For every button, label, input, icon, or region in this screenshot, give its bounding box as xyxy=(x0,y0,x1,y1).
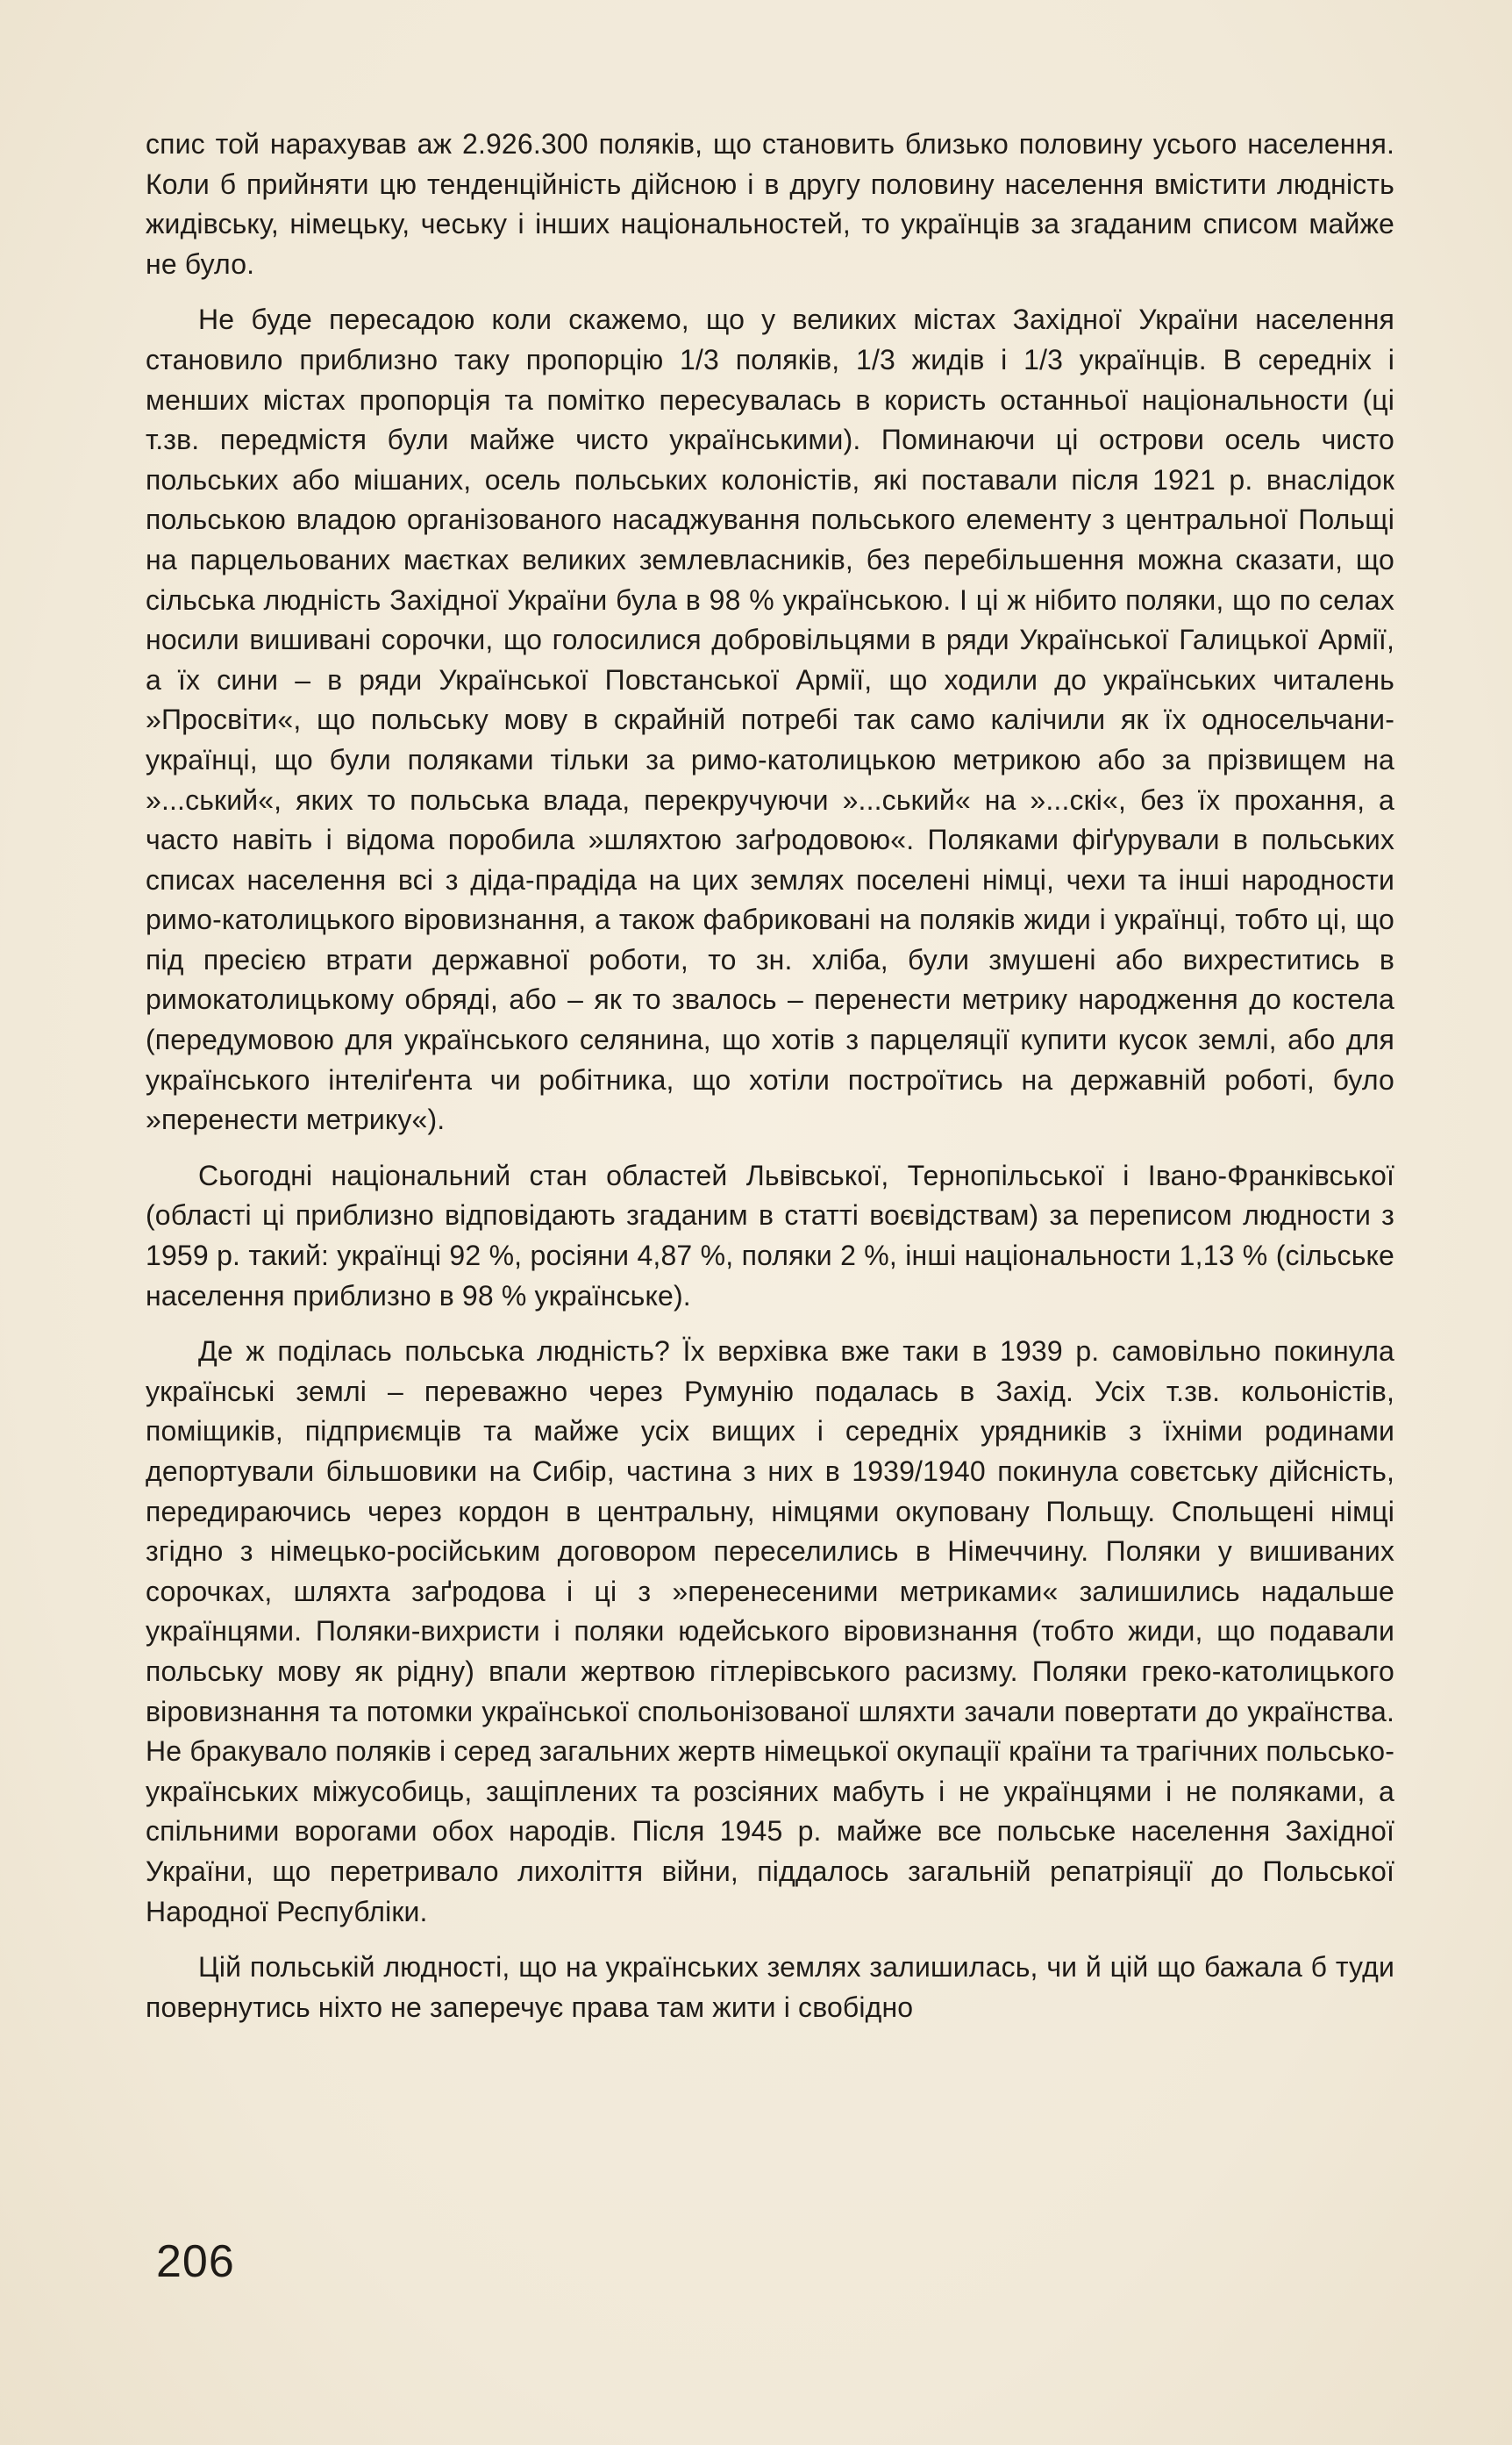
paragraph-2: Не буде пересадою коли скажемо, що у великих містах Західної України населення становило приблизно таку пропорцію 1/3 поляків, 1/3 жидів і 1/3 українців. В середніх і менших містах пропорція та помітко пересувалась в користь останньої національности (ці т.зв. передмістя були майже чисто українськими). Поминаючи ці острови осель чисто польських або мішаних, осель польських колоністів, які поставали після 1921 р. внаслідок польською владою організованого насаджування польського елементу з центральної Польщі на парцельованих маєтках великих землевласників, без перебільшення можна сказати, що сільська людність Західної України була в 98 % українською. І ці ж нібито поляки, що по селах носили вишивані сорочки, що голосилися добровільцями в ряди Української Галицької Армії, а їх сини – в ряди Української Повстанської Армії, що ходили до українських читалень »Просвіти«, що польську мову в скрайній потребі так само калічили як їх односельчани-українці, що були поляками тільки за римо-католицькою метрикою або за прізвищем на »...ський«, яких то польська влада, перекручуючи »...ський« на »...скі«, без їх прохання, а часто навіть і відома поробила »шляхтою заґродовою«. Поляками фіґурували в польських списах населення всі з діда-прадіда на цих землях поселені німці, чехи та інші народности римо-католицького віровизнання, а також фабриковані на поляків жиди і українці, тобто ці, що під пресією втрати державної роботи, то зн. хліба, були змушені або вихреститись в римокатолицькому обряді, або – як то звалось – перенести метрику народження до костела (передумовою для українського селянина, що хотів з парцеляції купити кусок землі, або для українського інтеліґента чи робітника, що хотіли построїтись на державній роботі, було »перенести метрику«). xyxy=(146,304,1394,1136)
paragraph-4: Де ж поділась польська людність? Їх верхівка вже таки в 1939 р. самовільно покинула українські землі – переважно через Румунію подалась в Захід. Усіх т.зв. кольоністів, поміщиків, підприємців та майже усіх вищих і середніх урядників з їхніми родинами депортували більшовики на Сибір, частина з них в 1939/1940 покинула совєтську дійсність, передираючись через кордон в центральну, німцями окуповану Польщу. Спольщені німці згідно з німецько-російським договором переселились в Німеччину. Поляки у вишиваних сорочках, шляхта заґродова і ці з »перенесеними метриками« залишились надальше українцями. Поляки-вихристи і поляки юдейського віровизнання (тобто жиди, що подавали польську мову як рідну) впали жертвою гітлерівського расизму. Поляки греко-католицького віровизнання та потомки української спольонізованої шляхти зачали повертати до українства. Не бракувало поляків і серед загальних жертв німецької окупації країни та трагічних польсько-українських міжусобиць, защіплених та розсіяних мабуть і не українцями і не поляками, а спільними ворогами обох народів. Після 1945 р. майже все польське населення Західної України, що перетривало лихоліття війни, піддалось загальній репатріяції до Польської Народної Республіки. xyxy=(146,1335,1394,1927)
paragraph-3: Сьогодні національний стан областей Львівської, Тернопільської і Івано-Франківської (області ці приблизно відповідають згаданим в статті воєвідствам) за переписом людности з 1959 р. такий: українці 92 %, росіяни 4,87 %, поляки 2 %, інші національности 1,13 % (сільське населення приблизно в 98 % українське). xyxy=(146,1159,1394,1312)
body-text xyxy=(146,125,1394,2043)
paragraph-5: Цій польській людності, що на українських землях залишилась, чи й цій що бажала б туди повернутись ніхто не заперечує права там жити і свобідно xyxy=(146,1951,1394,2023)
page-number: 206 xyxy=(156,2236,235,2287)
paragraph-1: спис той нарахував аж 2.926.300 поляків, що становить близько половину усього населення. Коли б прийняти цю тенденційність дійсною і в другу половину населення вмістити людність жидівську, німецьку, чеську і інших національностей, то українців за згаданим списом майже не було. xyxy=(146,128,1394,280)
